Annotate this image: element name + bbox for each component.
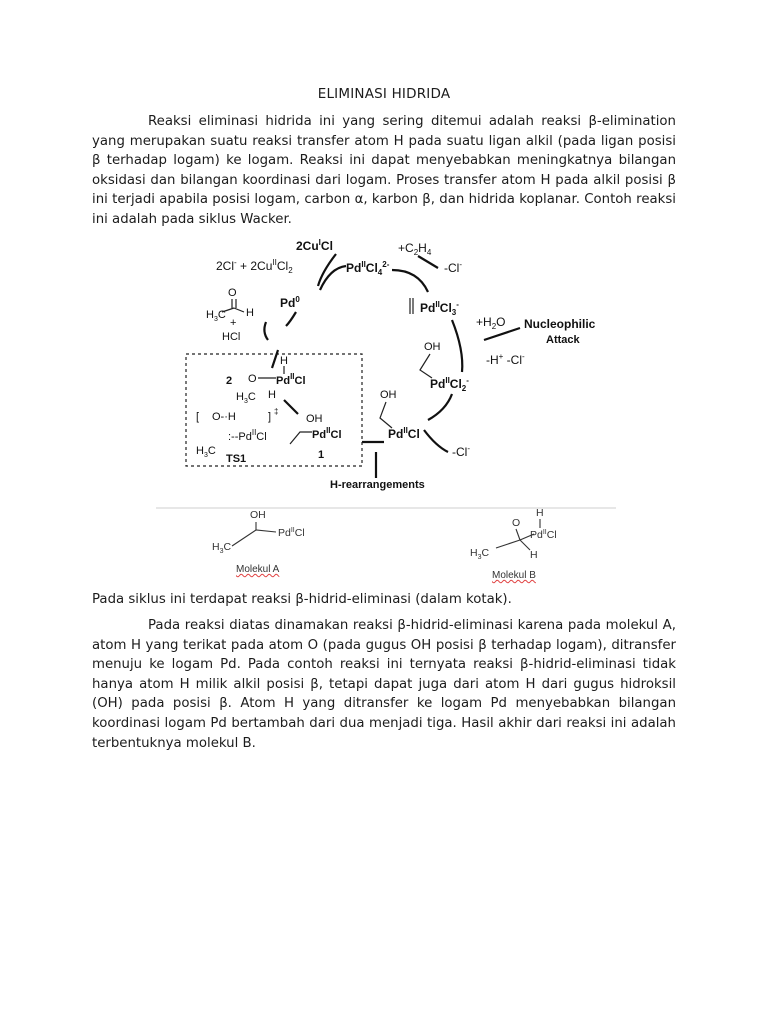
molecule-b (470, 507, 557, 561)
molecule-b-caption: Molekul B (492, 570, 536, 581)
svg-text:+C2H4: $+C_2H_4$ (398, 241, 432, 257)
svg-text:2Cl- + 2CuIICl2: $2Cl^- + 2Cu^{II}Cl_2$ (216, 258, 293, 275)
molecule-a-caption: Molekul A (236, 564, 280, 575)
compound-1-label: 1 (318, 449, 325, 461)
cucl-reagents (216, 238, 462, 277)
svg-text:-H+ -Cl-: -H+ -Cl- (486, 352, 525, 367)
svg-text:PdIICl: $Pd^{II}Cl$ (278, 527, 305, 539)
page-title: ELIMINASI HIDRIDA (317, 86, 451, 102)
pd0-label: Pd$^0$ (280, 295, 300, 310)
svg-text:H3C: $H_3C$ (212, 541, 232, 555)
arrow-to-product (264, 322, 268, 340)
nucleophilic-label: Nucleophilic (524, 317, 596, 331)
svg-text:O: O (228, 287, 237, 299)
arrow-right-1 (392, 270, 428, 292)
h-rearrangements-label: H-rearrangements (330, 479, 425, 491)
arrow-top-1 (320, 266, 346, 290)
svg-text:H: H (536, 507, 544, 519)
paragraph-explanation: Pada reaksi diatas dinamakan reaksi β-hidrid-eliminasi karena pada molekul A, atom H yang terikat pada atom O (pada gugus OH posisi β terhadap logam), ditransfer menuju ke logam Pd. Pada contoh reaksi ini ternyata reaksi β-hidrid-eliminasi tidak hanya atom H milik alkil posisi β, tetapi dapat juga dari atom H dari gugus hidroksil (OH) pada posisi β. Atom H yang ditransfer ke logam Pd menyebabkan bilangan koordinasi logam Pd bertambah dari dua menjadi tiga. Hasil akhir dari reaksi ini adalah terbentuknya molekul B. (92, 618, 676, 751)
svg-text:H: H (280, 355, 288, 367)
molecule-a (212, 509, 305, 555)
svg-text:PdIICl: $Pd^{II}Cl$ (312, 426, 342, 441)
svg-text:PdIICl: $Pd^{II}Cl$ (530, 529, 557, 541)
attack-label: Attack (546, 334, 580, 346)
svg-text:O: O (512, 517, 521, 529)
paragraph-cycle-note: Pada siklus ini terdapat reaksi β-hidrid-eliminasi (dalam kotak). (92, 592, 512, 607)
svg-text:]: ] (268, 411, 272, 423)
ts1-label: TS1 (226, 453, 247, 465)
svg-text:+: + (230, 317, 237, 329)
svg-text:H: H (246, 307, 254, 319)
svg-text:H3C: $H_3C$ (470, 547, 490, 561)
hcl-label: HCl (222, 331, 241, 343)
svg-text:H: H (268, 389, 276, 401)
acetaldehyde-product (206, 287, 254, 343)
svg-text:PdIICl2-: $Pd^{II}Cl_2^-$ (430, 376, 469, 393)
svg-text:OH: OH (424, 341, 441, 353)
svg-text:OH: OH (250, 509, 266, 521)
arrow-top-2 (318, 254, 336, 286)
svg-text:PdIICl42-: $Pd^{II}Cl_4^{2-}$ (346, 260, 390, 277)
paragraph-intro: Reaksi eliminasi hidrida ini yang sering ditemui adalah reaksi β-elimination yang merupakan suatu reaksi transfer atom H pada suatu ligan alkil (pada ligan posisi β terhadap logam) ke logam. Reaksi ini dapat menyebabkan meningkatnya bilangan oksidasi dan bilangan koordinasi dari logam. Proses transfer atom H pada alkil posisi β ini terjadi apabila posisi logam, carbon α, karbon β, dan hidrida koplanar. Contoh reaksi ini adalah pada siklus Wacker. (92, 114, 676, 227)
svg-text:PdIICl3-: $Pd^{II}Cl_3^-$ (420, 300, 459, 317)
compound-2-label: 2 (226, 375, 233, 387)
svg-text:OH: OH (380, 389, 397, 401)
svg-text:O-·H: O-·H (212, 411, 236, 423)
svg-text:‡: ‡ (274, 407, 279, 416)
svg-text:2CuICl: $2Cu^ICl$ (296, 238, 333, 253)
svg-text:O: O (248, 373, 257, 385)
svg-text:PdIICl: $Pd^{II}Cl$ (388, 426, 420, 441)
svg-text:H: H (530, 549, 538, 561)
svg-text::--PdIICl: $:--Pd^{II}Cl$ (228, 428, 267, 443)
svg-text:+H2O: $+H_2O$ (476, 315, 506, 331)
svg-text:-Cl-: -Cl- (444, 260, 462, 275)
svg-text:H3C: $H_3C$ (196, 445, 216, 459)
svg-text:-Cl-: -Cl- (452, 444, 470, 459)
svg-text:H3C: $H_3C$ (206, 309, 226, 323)
svg-text:OH: OH (306, 413, 323, 425)
svg-text:[: [ (196, 411, 200, 423)
svg-text:PdIICl: $Pd^{II}Cl$ (276, 372, 306, 387)
arrow-right-2 (452, 320, 462, 372)
svg-text:H3C: $H_3C$ (236, 391, 256, 405)
